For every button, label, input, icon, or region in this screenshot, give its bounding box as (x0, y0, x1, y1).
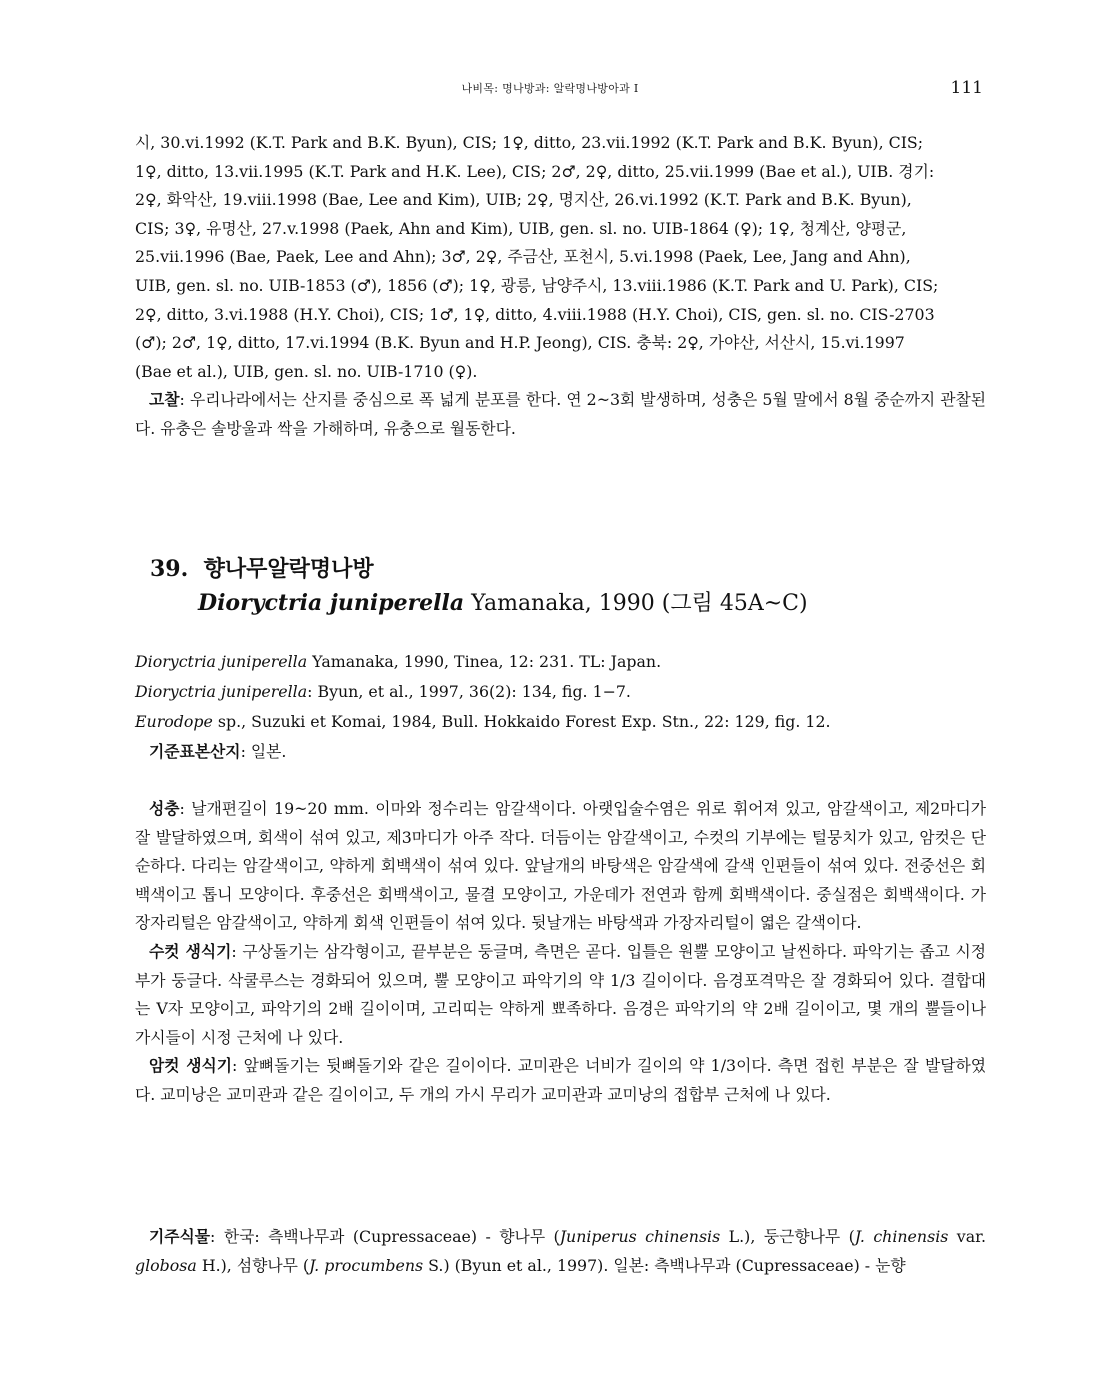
male-genitalia-label: 수컷 생식기 (149, 941, 232, 961)
record-line: 1♀, ditto, 13.vii.1995 (K.T. Park and H.K. Lee), CIS; 2♂, 2♀, ditto, 25.vii.1999 (Bae et al.), UIB. 경기: (135, 161, 935, 181)
synonym-name: Dioryctria juniperella (135, 652, 308, 671)
adult-text: : 날개편길이 19~20 mm. 이마와 정수리는 암갈색이다. 아랫입술수염은 위로 휘어져 있고, 암갈색이고, 제2마디가 잘 발달하였으며, 회색이 섞여 있고, 제3마디가 아주 작다. 더듬이는 암갈색이고, 수컷의 기부에는 털뭉치가 있고, 암컷은 단순하다. 다리는 암갈색이고, 약하게 회백색이 섞여 있다. 앞날개의 바탕색은 암갈색에 갈색 인편들이 섞여 있다. 전중선은 회백색이고 톱니 모양이다. 후중선은 회백색이고, 물결 모양이고, 가운데가 전연과 함께 회백색이다. 중실점은 회백색이다. 가장자리털은 암갈색이고, 약하게 회색 인편들이 섞여 있다. 뒷날개는 바탕색과 가장자리털이 엷은 갈색이다. (135, 799, 986, 933)
host-text: var. (948, 1227, 986, 1246)
species-number: 39. (150, 556, 189, 582)
record-line: (♂); 2♂, 1♀, ditto, 17.vi.1994 (B.K. Byun and H.P. Jeong), CIS. 충북: 2♀, 가야산, 서산시, 15.vi.1997 (135, 333, 905, 353)
remarks-text: : 우리나라에서는 산지를 중심으로 폭 넓게 분포를 한다. 연 2~3회 발생하며, 성충은 5월 말에서 8월 중순까지 관찰된다. 유충은 솔방울과 싹을 가해하며, 유충으로 월동한다. (135, 390, 986, 438)
type-locality-label: 기준표본산지 (149, 742, 241, 761)
synonym-entry (135, 647, 986, 677)
remarks-paragraph (135, 386, 986, 443)
host-text: H.), 섬향나무 ( (196, 1255, 310, 1275)
host-plants (135, 1223, 986, 1280)
record-line: 시, 30.vi.1992 (K.T. Park and B.K. Byun), CIS; 1♀, ditto, 23.vii.1992 (K.T. Park and B.K. Byun), CIS; (135, 133, 924, 152)
record-line: (Bae et al.), UIB, gen. sl. no. UIB-1710 (♀). (135, 361, 478, 381)
male-genitalia-paragraph (135, 938, 986, 1052)
synonym-ref: Yamanaka, 1990, Tinea, 12: 231. TL: Japan. (307, 652, 662, 671)
synonym-name: Dioryctria juniperella (135, 682, 308, 701)
specimen-records (135, 129, 986, 444)
host-text: S.) (Byun et al., 1997). 일본: 측백나무과 (Cupressaceae) - 눈향 (423, 1255, 906, 1275)
type-locality-text: : 일본. (240, 742, 287, 761)
female-genitalia-paragraph (135, 1052, 986, 1109)
record-line: 2♀, 화악산, 19.viii.1998 (Bae, Lee and Kim), UIB; 2♀, 명지산, 26.vi.1992 (K.T. Park and B.K. Byun), (135, 190, 912, 210)
synonym-ref: sp., Suzuki et Komai, 1984, Bull. Hokkaido Forest Exp. Stn., 22: 129, fig. 12. (212, 712, 831, 731)
page-header (0, 78, 1100, 102)
synonym-list (135, 647, 986, 767)
host-taxon: J. chinensis (854, 1227, 949, 1246)
host-taxon: J. procumbens (309, 1255, 424, 1275)
species-korean-name: 향나무알락명나방 (203, 556, 374, 582)
synonym-entry (135, 707, 986, 737)
synonym-name: Eurodope (135, 712, 213, 731)
female-genitalia-label: 암컷 생식기 (149, 1056, 233, 1076)
host-taxon: globosa (135, 1255, 197, 1275)
species-scientific-name (150, 585, 990, 622)
host-text: L.), 둥근향나무 ( (720, 1227, 855, 1246)
running-head: 나비목: 명나방과: 알락명나방아과 I (461, 82, 639, 95)
adult-label: 성충 (149, 799, 180, 818)
female-genitalia-text: : 앞뼈돌기는 뒷뼈돌기와 같은 길이이다. 교미관은 너비가 길이의 약 1/3이다. 측면 접힌 부분은 잘 발달하였다. 교미낭은 교미관과 같은 길이이고, 두 개의 가시 무리가 교미관과 교미낭의 접합부 근처에 나 있다. (135, 1056, 986, 1104)
record-line: 2♀, ditto, 3.vi.1988 (H.Y. Choi), CIS; 1♂, 1♀, ditto, 4.viii.1988 (H.Y. Choi), CIS, gen. sl. no. CIS-2703 (135, 304, 935, 324)
male-genitalia-text: : 구상돌기는 삼각형이고, 끝부분은 둥글며, 측면은 곧다. 입틀은 원뿔 모양이고 날씬하다. 파악기는 좁고 시정부가 둥글다. 삭쿨루스는 경화되어 있으며, 뿔 모양이고 파악기의 약 1/3 길이이다. 음경포격막은 잘 경화되어 있다. 결합대는 V자 모양이고, 파악기의 2배 길이이며, 고리띠는 약하게 뾰족하다. 음경은 파악기의 약 2배 길이이고, 몇 개의 뿔들이나 가시들이 시정 근처에 나 있다. (135, 941, 986, 1047)
synonym-ref: : Byun, et al., 1997, 36(2): 134, fig. 1−7. (307, 682, 631, 701)
species-heading (150, 553, 990, 622)
type-locality (135, 737, 986, 767)
synonym-entry (135, 677, 986, 707)
page-number: 111 (950, 78, 983, 98)
host-taxon: Juniperus chinensis (559, 1227, 721, 1246)
record-line: UIB, gen. sl. no. UIB-1853 (♂), 1856 (♂); 1♀, 광릉, 남양주시, 13.viii.1986 (K.T. Park and U. Park), CIS; (135, 275, 939, 295)
description (135, 795, 986, 1110)
adult-paragraph (135, 795, 986, 938)
record-line: 25.vii.1996 (Bae, Paek, Lee and Ahn); 3♂, 2♀, 주금산, 포천시, 5.vi.1998 (Paek, Lee, Jang and Ahn), (135, 247, 911, 267)
species-binomial: Dioryctria juniperella (198, 590, 465, 616)
host-text: : 한국: 측백나무과 (Cupressaceae) - 향나무 ( (210, 1227, 560, 1246)
species-title (150, 553, 990, 585)
host-paragraph (135, 1223, 986, 1280)
species-author-year: Yamanaka, 1990 (그림 45A~C) (464, 591, 808, 616)
host-label: 기주식물 (149, 1227, 211, 1246)
remarks-label: 고찰 (149, 390, 180, 410)
record-line: CIS; 3♀, 유명산, 27.v.1998 (Paek, Ahn and Kim), UIB, gen. sl. no. UIB-1864 (♀); 1♀, 청계산, 양평군, (135, 218, 907, 238)
